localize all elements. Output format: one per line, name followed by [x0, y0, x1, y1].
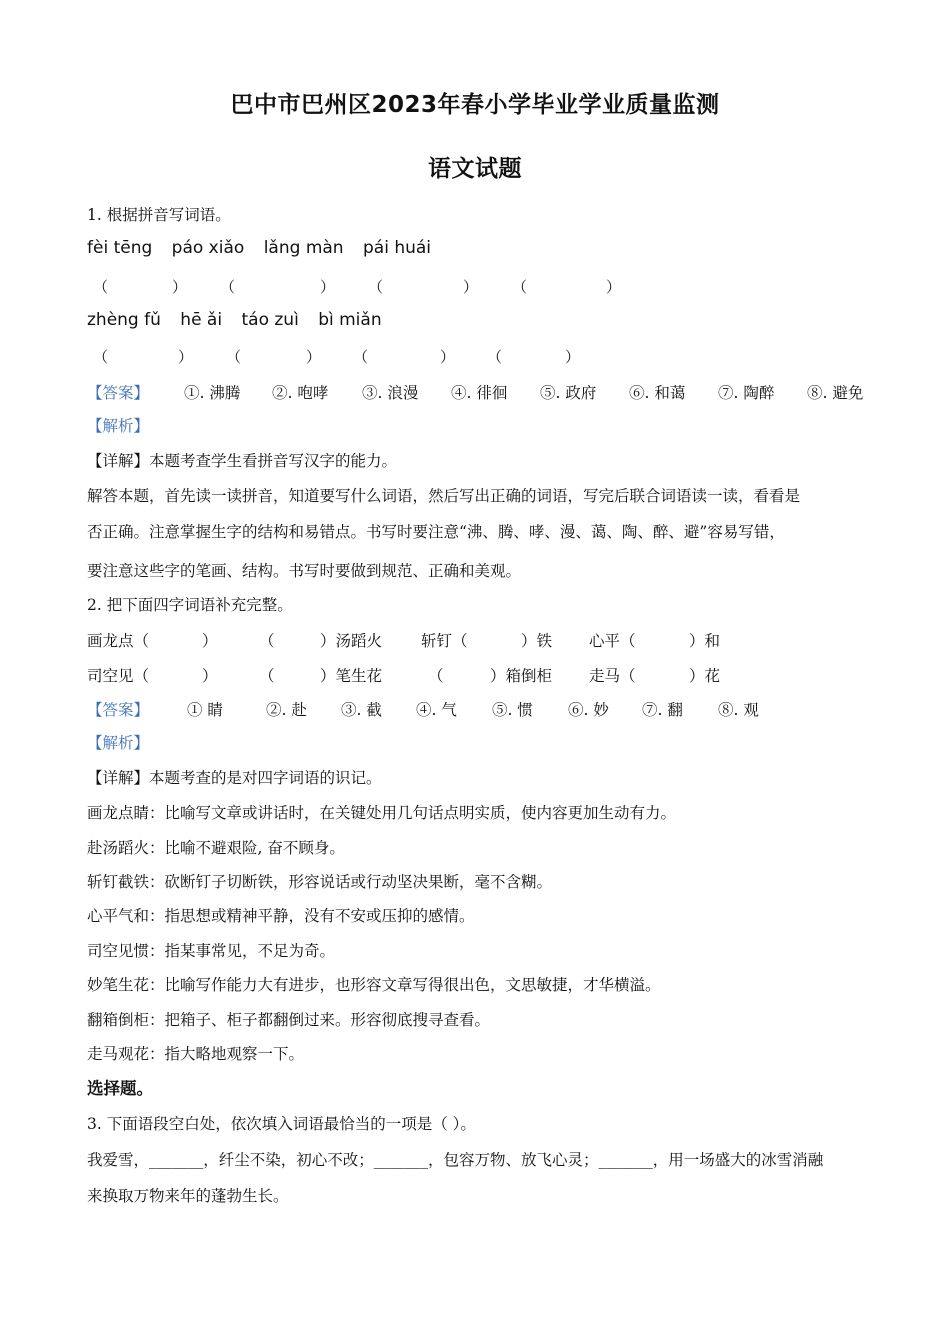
fill-text: 司空见（ — [87, 667, 150, 685]
pinyin-item: lǎng màn — [263, 238, 344, 258]
answer-item: ⑤. 政府 — [540, 384, 597, 402]
question-3-stem: 3. 下面语段空白处，依次填入词语最恰当的一项是（ ）。 — [87, 1115, 476, 1133]
pinyin-row-2 — [87, 310, 877, 330]
paragraph-line: 否正确。注意掌握生字的结构和易错点。书写时要注意“沸、腾、哮、漫、蔼、陶、醉、避”容易写错， — [87, 523, 785, 541]
fill-text: 画龙点（ — [87, 632, 150, 650]
fill-text: ） — [202, 632, 218, 650]
pinyin-item: bì miǎn — [318, 310, 382, 330]
explanation-line: 画龙点睛：比喻写文章或讲话时，在关键处用几句话点明实质，使内容更加生动有力。 — [87, 804, 677, 822]
answer-item: ⑦. 翻 — [642, 701, 683, 719]
fill-text: ）花 — [689, 667, 721, 685]
explanation-line: 斩钉截铁：砍断钉子切断铁，形容说话或行动坚决果断，毫不含糊。 — [87, 873, 553, 891]
answer-item: ①. 沸腾 — [184, 384, 241, 402]
answer-item: ②. 咆哮 — [272, 384, 329, 402]
answer-item: ③. 截 — [341, 701, 382, 719]
answer-item: ① 睛 — [187, 701, 223, 719]
page-subtitle: 语文试题 — [428, 156, 522, 182]
fill-text: ） — [202, 667, 218, 685]
fill-text: 斩钉（ — [421, 632, 468, 650]
answer-item: ⑧. 观 — [718, 701, 759, 719]
answer-item: ⑧. 避免 — [807, 384, 864, 402]
page-title: 巴中市巴州区2023年春小学毕业学业质量监测 — [230, 92, 720, 118]
pinyin-row-1 — [87, 238, 877, 258]
answer-item: ⑤. 惯 — [492, 701, 533, 719]
paragraph-line: 解答本题，首先读一读拼音，知道要写什么词语，然后写出正确的词语，写完后联合词语读一读，看看是 — [87, 487, 801, 505]
explanation-line: 妙笔生花：比喻写作能力大有进步，也形容文章写得很出色，文思敏捷，才华横溢。 — [87, 976, 661, 994]
fill-text: 心平（ — [589, 632, 636, 650]
analysis-label: 【解析】 — [87, 734, 150, 752]
fill-text: （ — [259, 667, 275, 685]
pinyin-item: zhèng fǔ — [87, 310, 161, 330]
pinyin-item: pái huái — [362, 238, 432, 258]
pinyin-item: fèi tēng — [87, 238, 153, 258]
explanation-line: 走马观花：指大略地观察一下。 — [87, 1045, 305, 1063]
fill-text: 走马（ — [589, 667, 636, 685]
fill-text: （ — [428, 667, 444, 685]
question-3-text: 我爱雪，_______，纤尘不染，初心不改；_______，包容万物、放飞心灵；_______，用一场盛大的冰雪消融 — [87, 1151, 824, 1169]
fill-text: ）箱倒柜 — [490, 667, 553, 685]
explanation-line: 司空见惯：指某事常见，不足为奇。 — [87, 942, 336, 960]
detail-line: 【详解】本题考查的是对四字词语的识记。 — [87, 769, 382, 787]
explanation-line: 心平气和：指思想或精神平静，没有不安或压抑的感情。 — [87, 907, 475, 925]
fill-text: （ — [259, 632, 275, 650]
question-3-text: 来换取万物来年的蓬勃生长。 — [87, 1187, 289, 1205]
question-1-stem: 1. 根据拼音写词语。 — [87, 206, 231, 224]
answer-item: ④. 气 — [416, 701, 457, 719]
answer-item: ⑥. 妙 — [568, 701, 609, 719]
pinyin-item: páo xiǎo — [171, 238, 245, 258]
answer-item: ④. 徘徊 — [451, 384, 508, 402]
question-2-stem: 2. 把下面四字词语补充完整。 — [87, 596, 293, 614]
detail-line: 【详解】本题考查学生看拼音写汉字的能力。 — [87, 452, 398, 470]
answer-item: ⑦. 陶醉 — [718, 384, 775, 402]
explanation-line: 翻箱倒柜：把箱子、柜子都翻倒过来。形容彻底搜寻查看。 — [87, 1011, 491, 1029]
fill-text: ）铁 — [521, 632, 553, 650]
fill-text: ）和 — [689, 632, 721, 650]
answer-item: ⑥. 和蔼 — [629, 384, 686, 402]
answer-label: 【答案】 — [87, 384, 150, 402]
fill-text: ）汤蹈火 — [320, 632, 383, 650]
answer-label: 【答案】 — [87, 701, 150, 719]
section-heading: 选择题。 — [87, 1079, 153, 1098]
explanation-line: 赴汤蹈火：比喻不避艰险, 奋不顾身。 — [87, 839, 345, 857]
answer-item: ③. 浪漫 — [362, 384, 419, 402]
pinyin-item: táo zuì — [241, 310, 299, 330]
answer-item: ②. 赴 — [266, 701, 307, 719]
document-page: 巴中市巴州区2023年春小学毕业学业质量监测 语文试题 1. 根据拼音写词语。 fèi tēng páo xiǎo lǎng màn pái huái （ ） （ ） （ ） （ ） zhèng fǔ hē ǎi táo zuì bì miǎn （ ） （ ） （ ） （ ） 【答案】 ①. 沸腾 ②. 咆哮 ③. 浪漫 ④. 徘徊 ⑤. 政府 ⑥. 和蔼 ⑦. 陶醉 ⑧. 避免 【解析】 【详解】本题考查学生看拼音写汉字的能力。 解答本题，首先读一读拼音，知道要写什么词语，然后写出正确的词语，写完后联合词语读一读，看看是 否正确。注意掌握生字的结构和易错点。书写时要注意“沸、腾、哮、漫、蔼、陶、醉、避”容易写错， 要注意这些字的笔画、结构。书写时要做到规范、正确和美观。 2. 把下面四字词语补充完整。 画龙点（ ） （ ）汤蹈火 斩钉（ ）铁 心平（ ）和 司空见（ ） （ ）笔生花 （ ）箱倒柜 走马（ ）花 【答案】 ① 睛 ②. 赴 ③. 截 ④. 气 ⑤. 惯 ⑥. 妙 ⑦. 翻 ⑧. 观 【解析】 【详解】本题考查的是对四字词语的识记。 画龙点睛：比喻写文章或讲话时，在关键处用几句话点明实质，使内容更加生动有力。 赴汤蹈火：比喻不避艰险, 奋不顾身。 斩钉截铁：砍断钉子切断铁，形容说话或行动坚决果断，毫不含糊。 心平气和：指思想或精神平静，没有不安或压抑的感情。 司空见惯：指某事常见，不足为奇。 妙笔生花：比喻写作能力大有进步，也形容文章写得很出色，文思敏捷，才华横溢。 翻箱倒柜：把箱子、柜子都翻倒过来。形容彻底搜寻查看。 走马观花：指大略地观察一下。 选择题。 3. 下面语段空白处，依次填入词语最恰当的一项是（ ）。 我爱雪，_______，纤尘不染，初心不改；_______，包容万物、放飞心灵；_______，用一场盛大的冰雪消融 来换取万物来年的蓬勃生长。 — [0, 0, 950, 1344]
analysis-label: 【解析】 — [87, 417, 150, 435]
fill-text: ）笔生花 — [320, 667, 383, 685]
pinyin-item: hē ǎi — [180, 310, 223, 330]
paragraph-line: 要注意这些字的笔画、结构。书写时要做到规范、正确和美观。 — [87, 562, 522, 580]
